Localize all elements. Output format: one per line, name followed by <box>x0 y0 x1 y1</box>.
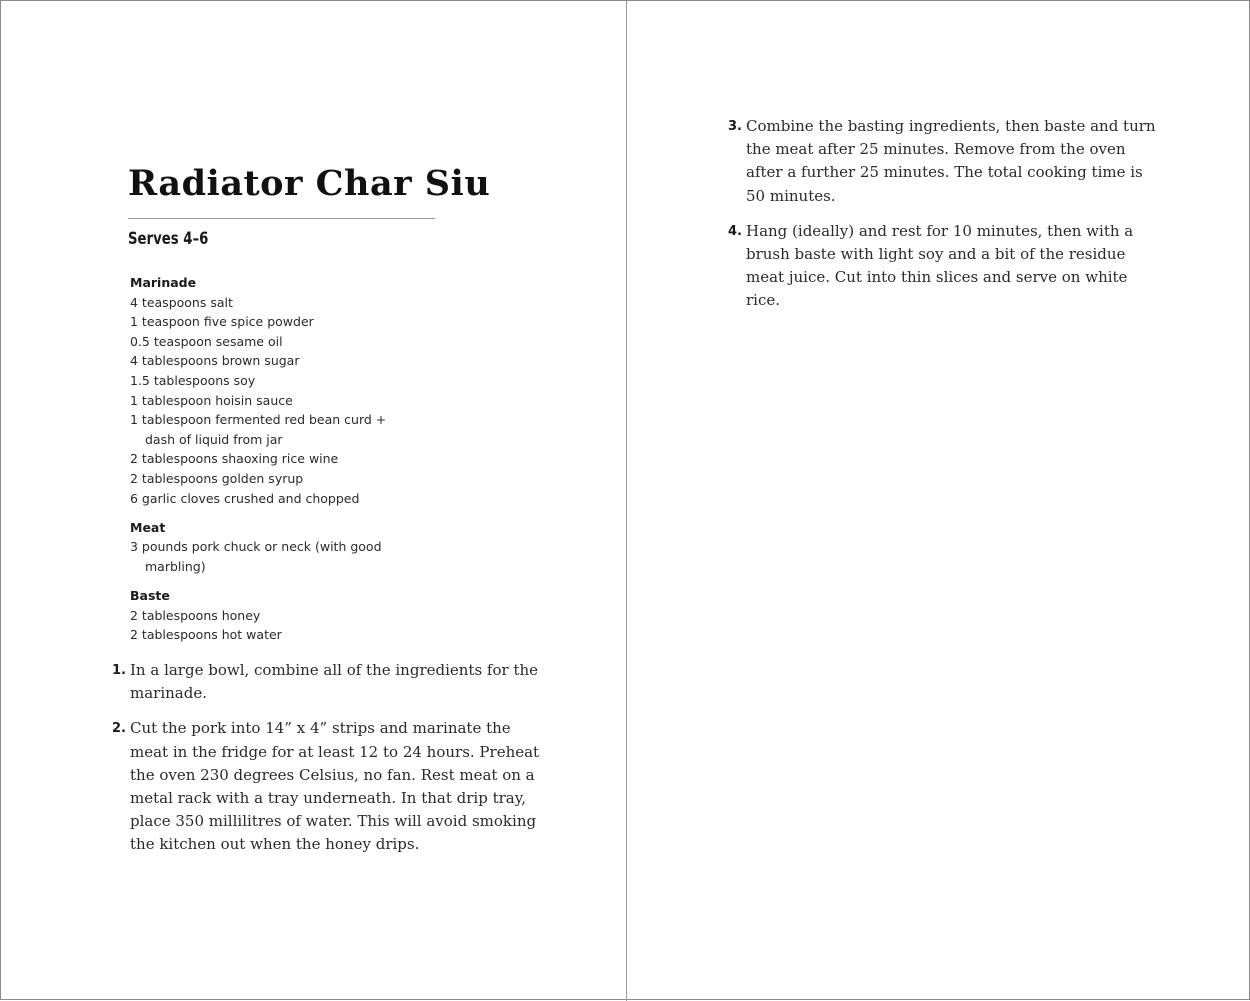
ingredient-item: 1 tablespoon hoisin sauce <box>130 392 293 408</box>
ingredient-group-heading: Marinade <box>130 275 197 290</box>
ingredient-group-marinade <box>130 273 390 508</box>
method-step <box>112 717 542 856</box>
step-number: 3. <box>728 119 742 134</box>
step-text: Cut the pork into 14” x 4” strips and marinate the meat in the fridge for at least 12 to 24 hours. Preheat the oven 230 degrees Celsius, no fan. Rest meat on a metal rack with a tray underneath. In that drip tray, place 350 millilitres of water. This will avoid smoking the kitchen out when the honey drips. <box>130 719 540 854</box>
ingredient-item: 0.5 teaspoon sesame oil <box>130 333 283 349</box>
step-text: In a large bowl, combine all of the ingredients for the marinade. <box>130 661 539 703</box>
ingredient-item: 2 tablespoons hot water <box>130 627 282 643</box>
method-steps-left-page <box>112 659 542 869</box>
ingredient-group-heading: Meat <box>130 519 166 535</box>
page-gutter <box>626 1 627 1001</box>
ingredient-group-meat <box>130 518 390 577</box>
ingredient-item: 2 tablespoons shaoxing rice wine <box>130 451 339 467</box>
step-number: 4. <box>728 223 742 239</box>
ingredient-item: 2 tablespoons honey <box>130 607 261 623</box>
ingredient-item: 6 garlic cloves crushed and chopped <box>130 490 360 506</box>
step-number: 2. <box>112 721 126 737</box>
method-step <box>112 659 542 705</box>
ingredients-list <box>130 273 390 645</box>
ingredient-group-heading: Baste <box>130 588 170 604</box>
method-step <box>728 115 1156 208</box>
ingredient-item: 4 tablespoons brown sugar <box>130 353 300 369</box>
ingredient-item: 3 pounds pork chuck or neck (with good marbling) <box>130 539 382 574</box>
ingredient-item: 1 tablespoon fermented red bean curd + dash of liquid from jar <box>130 412 387 447</box>
step-text: Combine the basting ingredients, then baste and turn the meat after 25 minutes. Remove from the oven after a further 25 minutes. The total cooking time is 50 minutes. <box>746 117 1156 205</box>
ingredient-item: 1 teaspoon five spice powder <box>130 314 314 330</box>
ingredient-item: 4 teaspoons salt <box>130 294 233 310</box>
step-text: Hang (ideally) and rest for 10 minutes, then with a brush baste with light soy and a bit of the residue meat juice. Cut into thin slices and serve on white rice. <box>746 221 1134 310</box>
serves-label: Serves 4–6 <box>128 229 209 249</box>
method-steps-right-page <box>728 115 1156 325</box>
ingredient-item: 2 tablespoons golden syrup <box>130 470 304 486</box>
ingredient-group-baste <box>130 586 390 645</box>
recipe-title: Radiator Char Siu <box>128 163 491 204</box>
method-step <box>728 220 1156 313</box>
step-number: 1. <box>112 663 126 678</box>
ingredient-item: 1.5 tablespoons soy <box>130 372 256 388</box>
title-divider <box>128 218 435 219</box>
